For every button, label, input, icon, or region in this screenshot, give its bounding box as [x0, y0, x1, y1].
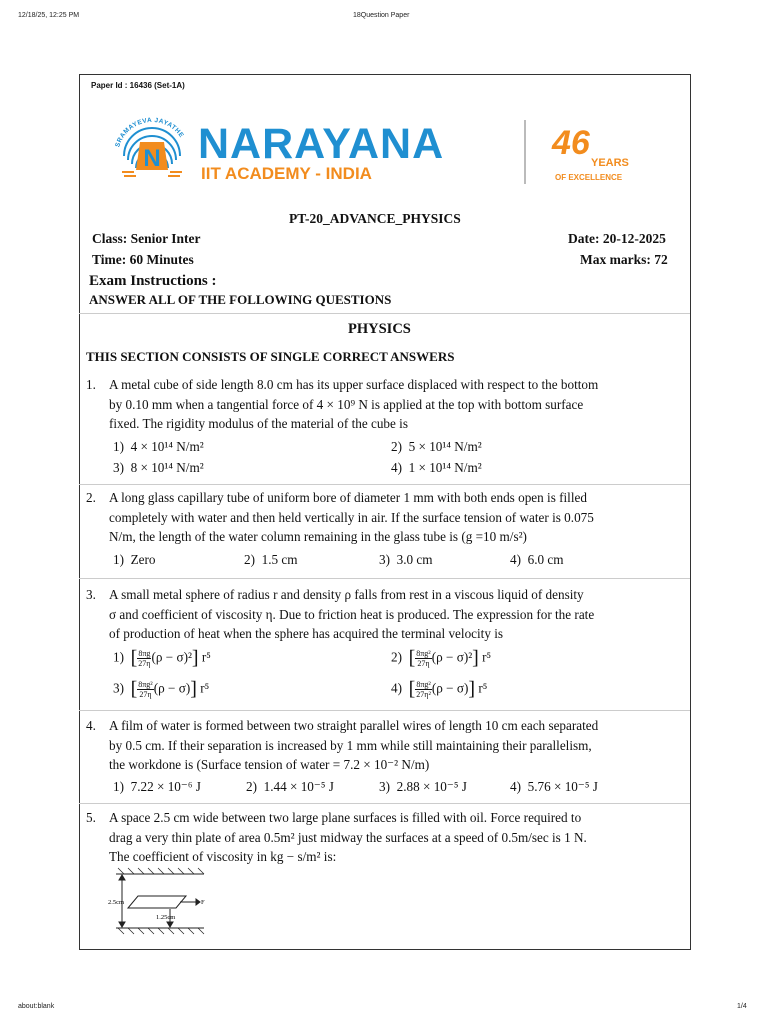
print-tab-title: 18Question Paper [353, 12, 410, 19]
years-number: 46 [552, 124, 590, 162]
gap-label: 2.5cm [108, 899, 125, 906]
plate-diagram [104, 866, 214, 938]
option[interactable]: 2) [ $\frac{\text{8πg²}}{27\eta}$ (ρ − σ)²] r⁵ [391, 647, 492, 669]
years-excellence: OF EXCELLENCE [555, 173, 623, 182]
svg-text:N: N [143, 145, 161, 172]
half-gap-label: 1.25cm [156, 914, 176, 921]
option[interactable]: 2) 1.44 × 10⁻⁵ J [246, 779, 334, 794]
divider [79, 578, 690, 579]
time-info: Time: 60 Minutes [92, 252, 194, 267]
section-heading: THIS SECTION CONSISTS OF SINGLE CORRECT ANSWERS [86, 349, 455, 364]
question-text: A small metal sphere of radius r and density ρ falls from rest in a viscous liquid of density σ and coefficient of viscosity η. Due to friction heat is produced. The expression for the rate of production of heat when the sphere has acquired the terminal velocity is [109, 587, 595, 641]
instructions-label: Exam Instructions : [89, 273, 217, 289]
option[interactable]: 4) 1 × 10¹⁴ N/m² [391, 460, 482, 475]
narayana-emblem-icon [110, 112, 194, 188]
divider [79, 484, 690, 485]
option[interactable]: 3) 8 × 10¹⁴ N/m² [113, 460, 204, 475]
option[interactable]: 2) 1.5 cm [244, 552, 298, 567]
option[interactable]: 1) 7.22 × 10⁻⁶ J [113, 779, 201, 794]
question-text: A metal cube of side length 8.0 cm has its upper surface displaced with respect to the bottom by 0.10 mm when a tangential force of 4 × 10⁹ N is applied at the top with bottom surface fixed. The rigidity modulus of the material of the cube is [109, 377, 599, 431]
question-number: 2. [86, 490, 96, 505]
option[interactable]: 1) [ $\frac{8\pi g}{27\eta}$ (ρ − σ)²] r⁵ [113, 647, 211, 669]
question-number: 5. [86, 810, 96, 825]
instructions-text: ANSWER ALL OF THE FOLLOWING QUESTIONS [89, 292, 392, 307]
option[interactable]: 4) [ $\frac{\text{8πg²}}{\text{27η²}}$ (ρ − σ)] r⁵ [391, 678, 488, 700]
option[interactable]: 3) 2.88 × 10⁻⁵ J [379, 779, 467, 794]
divider [79, 313, 690, 314]
question-text: A long glass capillary tube of uniform bore of diameter 1 mm with both ends open is filled completely with water and then held vertically in air. If the surface tension of water is 0.075 N/m, the length of the water column remaining in the glass tube is (g =10 m/s²) [109, 490, 594, 544]
paper-title: PT-20_ADVANCE_PHYSICS [289, 211, 461, 226]
logo-divider [524, 120, 526, 184]
question-number: 4. [86, 718, 96, 733]
question-text: A space 2.5 cm wide between two large plane surfaces is filled with oil. Force required to drag a very thin plate of area 0.5m² just midway the surfaces at a speed of 0.5m/sec is 1 N. The coefficient of viscosity in kg − s/m² is: [109, 810, 587, 864]
paper-id: Paper Id : 16436 (Set-1A) [91, 81, 185, 90]
max-marks: Max marks: 72 [580, 252, 668, 267]
question-number: 1. [86, 377, 96, 392]
force-label: F [201, 899, 205, 906]
option[interactable]: 4) 5.76 × 10⁻⁵ J [510, 779, 598, 794]
print-page-count: 1/4 [737, 1003, 747, 1010]
subject-heading: PHYSICS [348, 321, 411, 337]
option[interactable]: 3) 3.0 cm [379, 552, 433, 567]
option[interactable]: 3) [ $\frac{\text{8πg²}}{27\eta}$ (ρ − σ)] r⁵ [113, 678, 210, 700]
option[interactable]: 4) 6.0 cm [510, 552, 564, 567]
brand-subtitle: IIT ACADEMY - INDIA [201, 164, 372, 183]
print-footer-url: about:blank [18, 1003, 55, 1010]
date-info: Date: 20-12-2025 [568, 231, 666, 246]
class-info: Class: Senior Inter [92, 231, 201, 246]
divider [79, 710, 690, 711]
question-text: A film of water is formed between two straight parallel wires of length 10 cm each separated by 0.5 cm. If their separation is increased by 1 mm while still maintaining their parallelism, the workdone is (Surface tension of water = 7.2 × 10⁻² N/m) [109, 718, 599, 772]
print-datetime: 12/18/25, 12:25 PM [18, 12, 80, 19]
divider [79, 803, 690, 804]
brand-name: NARAYANA [198, 120, 445, 168]
question-number: 3. [86, 587, 96, 602]
option[interactable]: 1) Zero [113, 552, 156, 567]
years-word: YEARS [591, 157, 629, 169]
emblem-motto: SRAMAYEVA JAYATHE [114, 116, 186, 149]
option[interactable]: 1) 4 × 10¹⁴ N/m² [113, 439, 204, 454]
option[interactable]: 2) 5 × 10¹⁴ N/m² [391, 439, 482, 454]
